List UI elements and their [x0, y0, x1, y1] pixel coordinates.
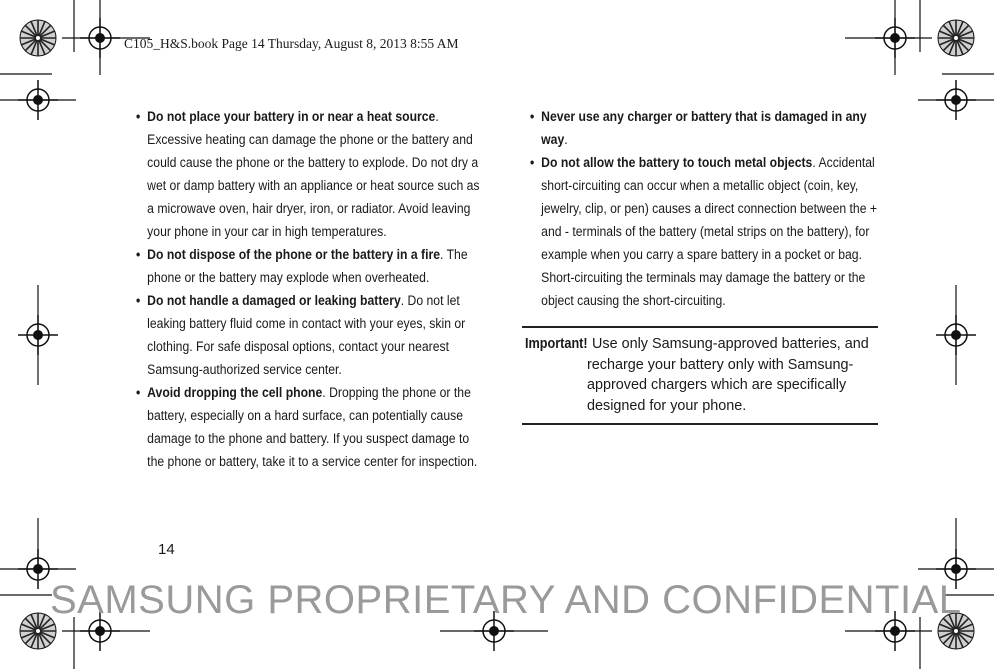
bullet-item: [530, 152, 884, 313]
right-column: [530, 106, 884, 313]
important-text: recharge your battery only with Samsung-approved chargers which are specifically designed for your phone.: [587, 356, 854, 414]
bullet-icon: •: [530, 155, 535, 171]
bullet-text: .: [564, 132, 568, 148]
bullet-text: . Excessive heating can damage the phone or the battery and could cause the phone or the battery to explode. Do not dry a wet or damp battery with an appliance or heat source such as a microwave oven, hair dryer, iron, or radiator. Avoid leaving your phone in your car in high temperatures.: [147, 109, 480, 240]
bullet-heading: Avoid dropping the cell phone: [147, 385, 323, 401]
bullet-text: . Accidental short-circuiting can occur when a metallic object (coin, key, jewelry, clip, or pen) causes a direct connection between the + and - terminals of the battery (metal strips on the battery), for example when you carry a spare battery in a pocket or bag. Short-circuiting the terminals may damage the battery or the object causing the short-circuiting.: [541, 155, 878, 309]
bullet-item: [136, 106, 482, 244]
bullet-heading: Do not handle a damaged or leaking battery: [147, 293, 401, 309]
bullet-icon: •: [136, 247, 141, 263]
watermark: SAMSUNG PROPRIETARY AND CONFIDENTIAL: [50, 578, 962, 622]
bullet-text: . The phone or the battery may explode when overheated.: [147, 247, 468, 286]
important-note: [522, 326, 878, 425]
bullet-item: [136, 290, 482, 382]
bullet-item: [136, 382, 482, 474]
bullet-heading: Never use any charger or battery that is damaged in any way: [541, 109, 867, 148]
bullet-text: . Do not let leaking battery fluid come in contact with your eyes, skin or clothing. For safe disposal options, contact your nearest Samsung-authorized service center.: [147, 293, 466, 378]
book-header: C105_H&S.book Page 14 Thursday, August 8, 2013 8:55 AM: [124, 36, 459, 51]
bullet-icon: •: [136, 293, 141, 309]
page-number: 14: [158, 541, 175, 558]
bullet-icon: •: [136, 385, 141, 401]
bullet-heading: Do not allow the battery to touch metal objects: [541, 155, 813, 171]
bullet-heading: Do not dispose of the phone or the battery in a fire: [147, 247, 441, 263]
bullet-item: [530, 106, 884, 152]
important-text-first-line: Use only Samsung-approved batteries, and: [592, 336, 869, 352]
bullet-icon: •: [530, 109, 535, 125]
bullet-text: . Dropping the phone or the battery, especially on a hard surface, can potentially cause damage to the phone and battery. If you suspect damage to the phone or battery, take it to a service center for inspection.: [147, 385, 478, 470]
bullet-heading: Do not place your battery in or near a heat source: [147, 109, 436, 125]
bullet-icon: •: [136, 109, 141, 125]
left-column: [136, 106, 482, 474]
important-label: Important!: [525, 336, 588, 352]
bullet-item: [136, 244, 482, 290]
